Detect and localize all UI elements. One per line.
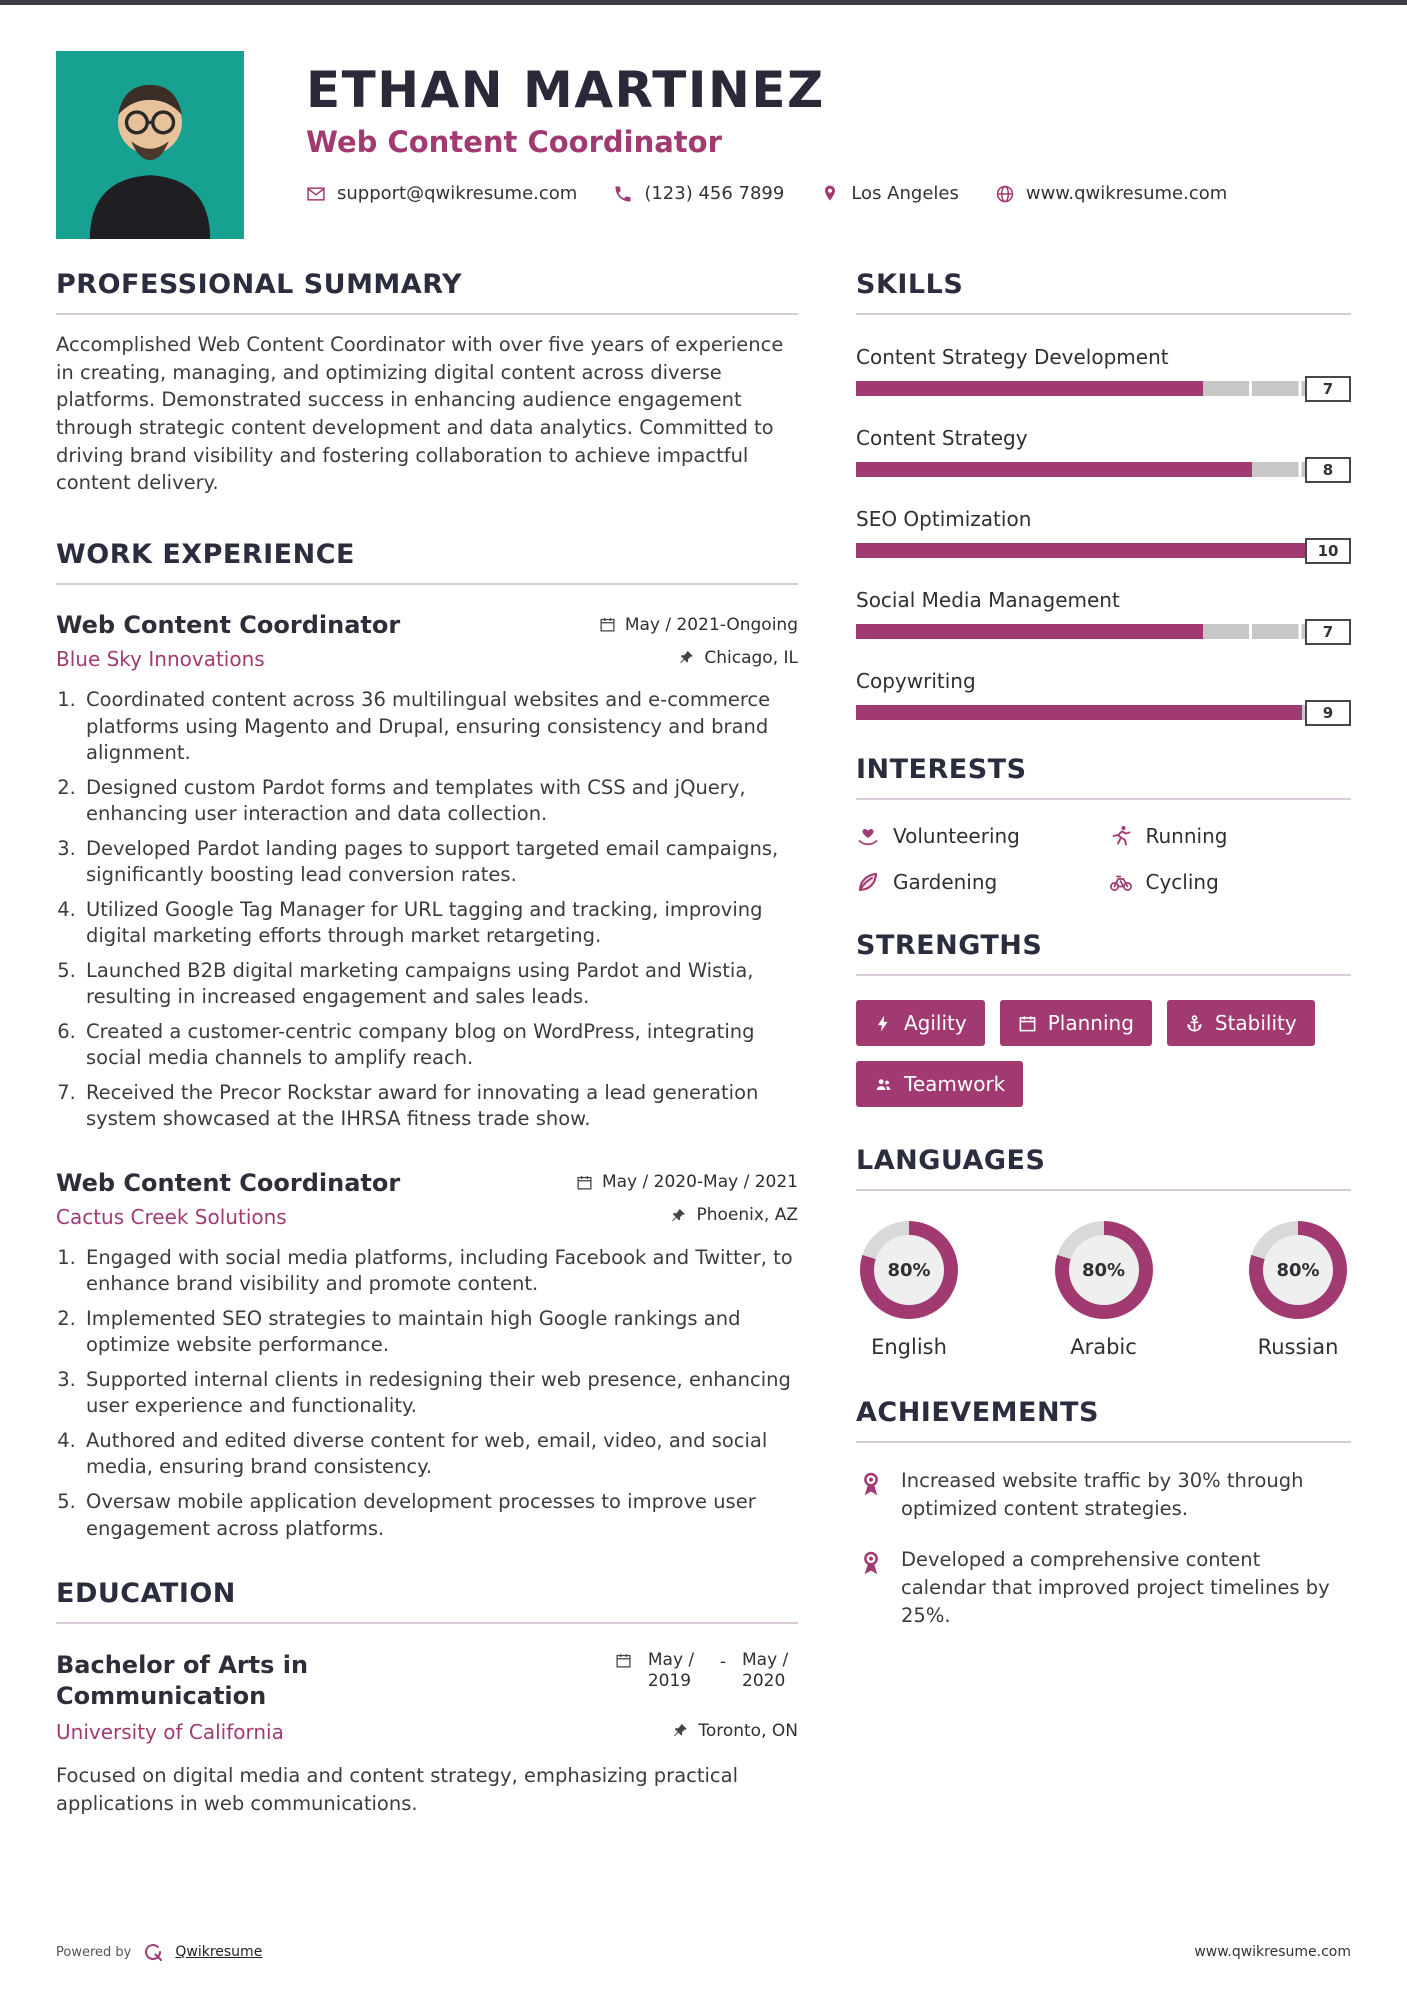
section-interests bbox=[856, 754, 1351, 894]
education-date-start: May / 2019 bbox=[647, 1650, 695, 1692]
skill-item bbox=[856, 507, 1351, 558]
school-name: University of California bbox=[56, 1720, 284, 1745]
qwikresume-logo-icon bbox=[141, 1940, 165, 1964]
skill-score-badge: 8 bbox=[1305, 457, 1351, 483]
globe-icon bbox=[995, 184, 1015, 204]
job-bullet: 2. Implemented SEO strategies to maintain high Google rankings and optimize website performance. bbox=[82, 1306, 798, 1359]
calendar-icon bbox=[576, 1174, 593, 1191]
summary-heading: PROFESSIONAL SUMMARY bbox=[56, 269, 798, 315]
languages-heading: LANGUAGES bbox=[856, 1145, 1351, 1191]
language-item bbox=[1249, 1221, 1347, 1359]
bolt-icon bbox=[874, 1014, 893, 1033]
skill-score-badge: 7 bbox=[1305, 619, 1351, 645]
education-date-separator: - bbox=[719, 1652, 726, 1673]
strength-chip bbox=[1000, 1000, 1152, 1046]
calendar-icon bbox=[615, 1652, 632, 1669]
candidate-name: ETHAN MARTINEZ bbox=[306, 61, 825, 119]
job-dates-text: May / 2021-Ongoing bbox=[624, 614, 798, 635]
skill-bar-fill bbox=[856, 543, 1351, 558]
job-subheader bbox=[56, 1205, 798, 1229]
job-dates-text: May / 2020-May / 2021 bbox=[601, 1172, 798, 1193]
skill-name: Copywriting bbox=[856, 669, 976, 693]
language-percent: 80% bbox=[1263, 1235, 1333, 1305]
cycling-icon bbox=[1109, 870, 1133, 894]
strength-chip bbox=[856, 1061, 1023, 1107]
contact-location-text: Los Angeles bbox=[851, 183, 959, 204]
strength-chip bbox=[1167, 1000, 1315, 1046]
language-name: Russian bbox=[1257, 1335, 1339, 1359]
job-title: Web Content Coordinator bbox=[56, 1168, 401, 1197]
calendar-icon bbox=[1018, 1014, 1037, 1033]
language-percent: 80% bbox=[1069, 1235, 1139, 1305]
language-donut-chart bbox=[1249, 1221, 1347, 1319]
volunteering-icon bbox=[856, 824, 880, 848]
degree: Bachelor of Arts in Communication bbox=[56, 1651, 309, 1711]
contact-row bbox=[306, 183, 1227, 204]
contact-website[interactable] bbox=[995, 183, 1227, 204]
skill-item bbox=[856, 345, 1351, 396]
footer-website: www.qwikresume.com bbox=[1194, 1944, 1351, 1960]
header-text bbox=[306, 51, 1227, 204]
education-heading: EDUCATION bbox=[56, 1578, 798, 1624]
skill-bar-fill bbox=[856, 624, 1203, 639]
header bbox=[56, 51, 1351, 239]
job-location-text: Chicago, IL bbox=[704, 647, 798, 668]
powered-by-label: Powered by bbox=[56, 1944, 132, 1960]
work-heading: WORK EXPERIENCE bbox=[56, 539, 798, 585]
contact-phone-text: (123) 456 7899 bbox=[644, 183, 785, 204]
skill-name: SEO Optimization bbox=[856, 507, 1032, 531]
skill-bar bbox=[856, 462, 1351, 477]
job-bullets bbox=[56, 687, 798, 1133]
job-bullet: 6. Created a customer-centric company blog on WordPress, integrating social media channels to amplify reach. bbox=[82, 1019, 798, 1072]
skill-item bbox=[856, 669, 1351, 720]
skill-bar bbox=[856, 624, 1351, 639]
job-subheader bbox=[56, 647, 798, 671]
section-work-experience bbox=[56, 539, 798, 1542]
skill-bar-fill bbox=[856, 705, 1302, 720]
language-percent: 80% bbox=[874, 1235, 944, 1305]
location-pin-icon bbox=[820, 184, 840, 204]
skill-score-badge: 9 bbox=[1305, 700, 1351, 726]
candidate-title: Web Content Coordinator bbox=[306, 125, 722, 159]
job-bullet: 2. Designed custom Pardot forms and templates with CSS and jQuery, enhancing user interaction and data collection. bbox=[82, 775, 798, 828]
left-column bbox=[56, 269, 798, 1818]
job-dates bbox=[599, 615, 798, 635]
interest-label: Volunteering bbox=[893, 824, 1020, 848]
avatar bbox=[56, 51, 244, 239]
summary-text: Accomplished Web Content Coordinator with over five years of experience in creating, managing, and optimizing digital content across diverse platforms. Demonstrated success in enhancing audience engagement through strategic content development and data analytics. Committed to driving brand visibility and fostering collaboration to achieve impactful content delivery. bbox=[56, 333, 784, 495]
job-entry bbox=[56, 1169, 798, 1542]
job-bullet: 3. Developed Pardot landing pages to support targeted email campaigns, significantly boosting lead conversion rates. bbox=[82, 836, 798, 889]
achievements-heading: ACHIEVEMENTS bbox=[856, 1397, 1351, 1443]
interest-item bbox=[1109, 824, 1352, 848]
language-donut-chart bbox=[860, 1221, 958, 1319]
strength-label: Stability bbox=[1214, 1011, 1297, 1035]
education-dates bbox=[615, 1650, 798, 1693]
strength-label: Agility bbox=[904, 1011, 967, 1035]
job-bullet: 4. Utilized Google Tag Manager for URL tagging and tracking, improving digital marketing efforts through market retargeting. bbox=[82, 897, 798, 950]
job-bullet: 5. Launched B2B digital marketing campaigns using Pardot and Wistia, resulting in increased engagement and sales leads. bbox=[82, 958, 798, 1011]
skill-bar-fill bbox=[856, 462, 1252, 477]
achievement-item bbox=[856, 1467, 1351, 1522]
language-donut-chart bbox=[1055, 1221, 1153, 1319]
skill-item bbox=[856, 426, 1351, 477]
job-location bbox=[670, 1205, 798, 1225]
interest-label: Gardening bbox=[893, 870, 998, 894]
language-item bbox=[1055, 1221, 1153, 1359]
education-header bbox=[56, 1650, 798, 1712]
contact-email[interactable] bbox=[306, 183, 577, 204]
skill-name: Content Strategy Development bbox=[856, 345, 1169, 369]
languages-row bbox=[856, 1221, 1351, 1359]
section-skills bbox=[856, 269, 1351, 720]
job-dates bbox=[576, 1172, 798, 1192]
interests-heading: INTERESTS bbox=[856, 754, 1351, 800]
skill-score-badge: 7 bbox=[1305, 376, 1351, 402]
job-bullet: 3. Supported internal clients in redesigning their web presence, enhancing user experience and functionality. bbox=[82, 1367, 798, 1420]
strengths-heading: STRENGTHS bbox=[856, 930, 1351, 976]
profile-photo bbox=[56, 51, 244, 239]
job-bullets bbox=[56, 1245, 798, 1542]
skill-name: Content Strategy bbox=[856, 426, 1028, 450]
interest-label: Cycling bbox=[1145, 870, 1219, 894]
language-name: English bbox=[871, 1335, 947, 1359]
job-header bbox=[56, 1169, 798, 1197]
achievement-text: Increased website traffic by 30% through optimized content strategies. bbox=[901, 1469, 1304, 1520]
strength-label: Planning bbox=[1047, 1011, 1134, 1035]
team-icon bbox=[874, 1075, 893, 1094]
contact-email-text: support@qwikresume.com bbox=[337, 183, 578, 204]
contact-website-text: www.qwikresume.com bbox=[1025, 183, 1228, 204]
achievement-text: Developed a comprehensive content calendar that improved project timelines by 25%. bbox=[901, 1548, 1330, 1627]
footer bbox=[56, 1940, 1351, 1964]
education-description: Focused on digital media and content strategy, emphasizing practical applications in web communications. bbox=[56, 1764, 739, 1816]
section-professional-summary bbox=[56, 269, 798, 497]
job-header bbox=[56, 611, 798, 639]
section-languages bbox=[856, 1145, 1351, 1359]
skill-bar bbox=[856, 381, 1351, 396]
contact-phone bbox=[613, 183, 784, 204]
achievement-item bbox=[856, 1546, 1351, 1629]
language-item bbox=[860, 1221, 958, 1359]
qwikresume-brand-link[interactable]: Qwikresume bbox=[175, 1944, 263, 1960]
interest-item bbox=[856, 870, 1099, 894]
job-bullet: 7. Received the Precor Rockstar award for innovating a lead generation system showcased at the IHRSA fitness trade show. bbox=[82, 1080, 798, 1133]
running-icon bbox=[1109, 824, 1133, 848]
job-entry bbox=[56, 611, 798, 1133]
education-location bbox=[672, 1721, 798, 1741]
email-icon bbox=[306, 184, 326, 204]
education-subheader bbox=[56, 1720, 798, 1744]
job-bullet: 1. Coordinated content across 36 multilingual websites and e-commerce platforms using Magento and Drupal, ensuring consistency and brand alignment. bbox=[82, 687, 798, 767]
language-name: Arabic bbox=[1070, 1335, 1137, 1359]
skill-item bbox=[856, 588, 1351, 639]
job-location-text: Phoenix, AZ bbox=[696, 1205, 798, 1226]
section-achievements bbox=[856, 1397, 1351, 1629]
pushpin-icon bbox=[672, 1722, 689, 1739]
section-education bbox=[56, 1578, 798, 1818]
skill-bar bbox=[856, 705, 1351, 720]
medal-icon bbox=[856, 1469, 886, 1499]
job-title: Web Content Coordinator bbox=[56, 611, 401, 640]
medal-icon bbox=[856, 1548, 886, 1578]
job-bullet: 5. Oversaw mobile application development processes to improve user engagement across platforms. bbox=[82, 1489, 798, 1542]
pushpin-icon bbox=[670, 1207, 687, 1224]
job-location bbox=[678, 648, 798, 668]
interests-grid bbox=[856, 824, 1351, 894]
skill-bar bbox=[856, 543, 1351, 558]
gardening-icon bbox=[856, 870, 880, 894]
calendar-icon bbox=[599, 616, 616, 633]
interest-item bbox=[856, 824, 1099, 848]
education-location-text: Toronto, ON bbox=[698, 1720, 798, 1741]
footer-brand-block bbox=[56, 1940, 262, 1964]
pushpin-icon bbox=[678, 649, 695, 666]
skill-name: Social Media Management bbox=[856, 588, 1120, 612]
content-columns bbox=[56, 269, 1351, 1818]
job-bullet: 1. Engaged with social media platforms, including Facebook and Twitter, to enhance brand visibility and promote content. bbox=[82, 1245, 798, 1298]
job-company: Cactus Creek Solutions bbox=[56, 1204, 287, 1229]
job-company: Blue Sky Innovations bbox=[56, 647, 265, 672]
contact-location bbox=[820, 183, 959, 204]
skill-score-badge: 10 bbox=[1305, 538, 1351, 564]
strength-chip bbox=[856, 1000, 985, 1046]
strength-chips bbox=[856, 1000, 1351, 1107]
job-bullet: 4. Authored and edited diverse content for web, email, video, and social media, ensuring brand consistency. bbox=[82, 1428, 798, 1481]
right-column bbox=[856, 269, 1351, 1818]
anchor-icon bbox=[1185, 1014, 1204, 1033]
education-date-end: May / 2020 bbox=[742, 1650, 789, 1692]
phone-icon bbox=[613, 184, 633, 204]
section-strengths bbox=[856, 930, 1351, 1107]
strength-label: Teamwork bbox=[904, 1072, 1006, 1096]
interest-item bbox=[1109, 870, 1352, 894]
skills-heading: SKILLS bbox=[856, 269, 1351, 315]
interest-label: Running bbox=[1145, 824, 1228, 848]
skill-bar-fill bbox=[856, 381, 1203, 396]
